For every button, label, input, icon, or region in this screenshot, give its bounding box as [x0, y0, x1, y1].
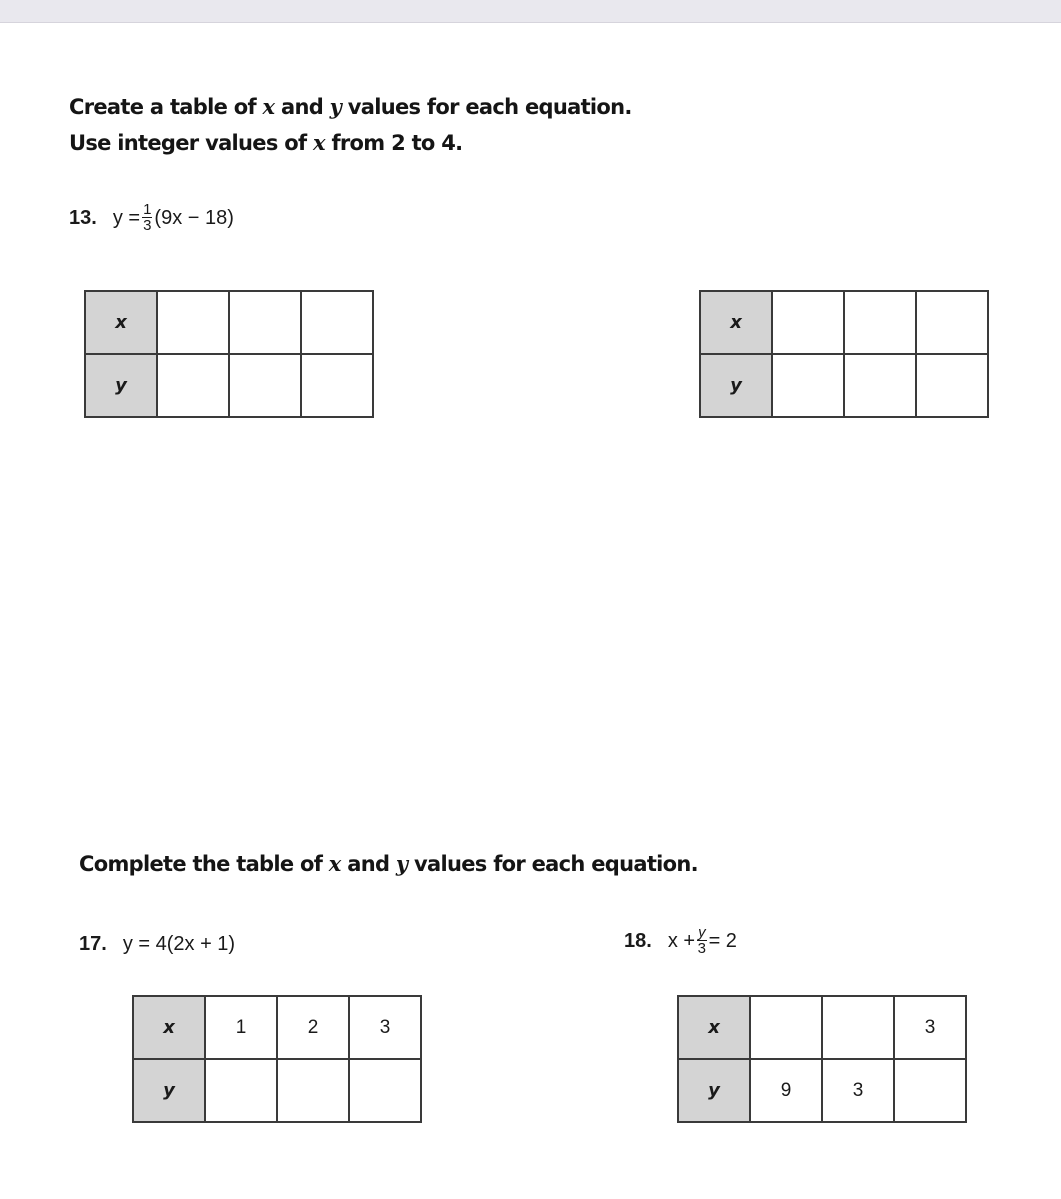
problem-18: [624, 925, 737, 956]
x-cell[interactable]: [301, 291, 373, 354]
x-cell[interactable]: [750, 996, 822, 1059]
x-cell: 1: [205, 996, 277, 1059]
equation-rhs: = 2: [708, 929, 737, 952]
fraction: $\frac{1}{3}$: [143, 201, 152, 234]
y-cell[interactable]: [916, 354, 988, 417]
x-cell[interactable]: [157, 291, 229, 354]
y-cell[interactable]: [844, 354, 916, 417]
xy-table-14: [699, 290, 989, 418]
y-cell[interactable]: [772, 354, 844, 417]
y-cell[interactable]: [894, 1059, 966, 1122]
equation-lhs: x +: [667, 929, 696, 952]
problem-13: [69, 202, 234, 233]
y-cell[interactable]: [301, 354, 373, 417]
y-cell: 9: [750, 1059, 822, 1122]
problem-number: 13.: [69, 206, 97, 229]
y-cell[interactable]: [349, 1059, 421, 1122]
y-cell[interactable]: [157, 354, 229, 417]
x-cell[interactable]: [229, 291, 301, 354]
y-cell[interactable]: [229, 354, 301, 417]
instructions-complete-table: Complete the table of x and y values for each equation.: [79, 851, 698, 876]
problem-17: [79, 934, 235, 954]
instructions-create-table: Create a table of x and y values for each equation. Use integer values of x from 2 to 4.: [69, 94, 632, 155]
x-cell[interactable]: [844, 291, 916, 354]
x-header: x: [700, 291, 772, 354]
y-header: y: [700, 354, 772, 417]
xy-table-18: [677, 995, 967, 1123]
x-header: x: [678, 996, 750, 1059]
y-header: y: [133, 1059, 205, 1122]
y-header: y: [85, 354, 157, 417]
equation-rhs: (9x − 18): [154, 206, 234, 229]
x-cell[interactable]: [772, 291, 844, 354]
y-cell: 3: [822, 1059, 894, 1122]
x-header: x: [133, 996, 205, 1059]
y-header: y: [678, 1059, 750, 1122]
y-cell[interactable]: [277, 1059, 349, 1122]
x-cell: 3: [349, 996, 421, 1059]
y-cell[interactable]: [205, 1059, 277, 1122]
x-cell[interactable]: [822, 996, 894, 1059]
xy-table-13: [84, 290, 374, 418]
problem-number: 18.: [624, 929, 652, 952]
x-cell: 3: [894, 996, 966, 1059]
x-cell: 2: [277, 996, 349, 1059]
x-header: x: [85, 291, 157, 354]
problem-number: 17.: [79, 933, 107, 955]
xy-table-17: [132, 995, 422, 1123]
fraction: $\frac{y}{3}$: [697, 924, 706, 957]
equation: y = 4(2x + 1): [122, 933, 236, 955]
top-bar: [0, 0, 1061, 23]
equation-lhs: y =: [112, 206, 141, 229]
x-cell[interactable]: [916, 291, 988, 354]
